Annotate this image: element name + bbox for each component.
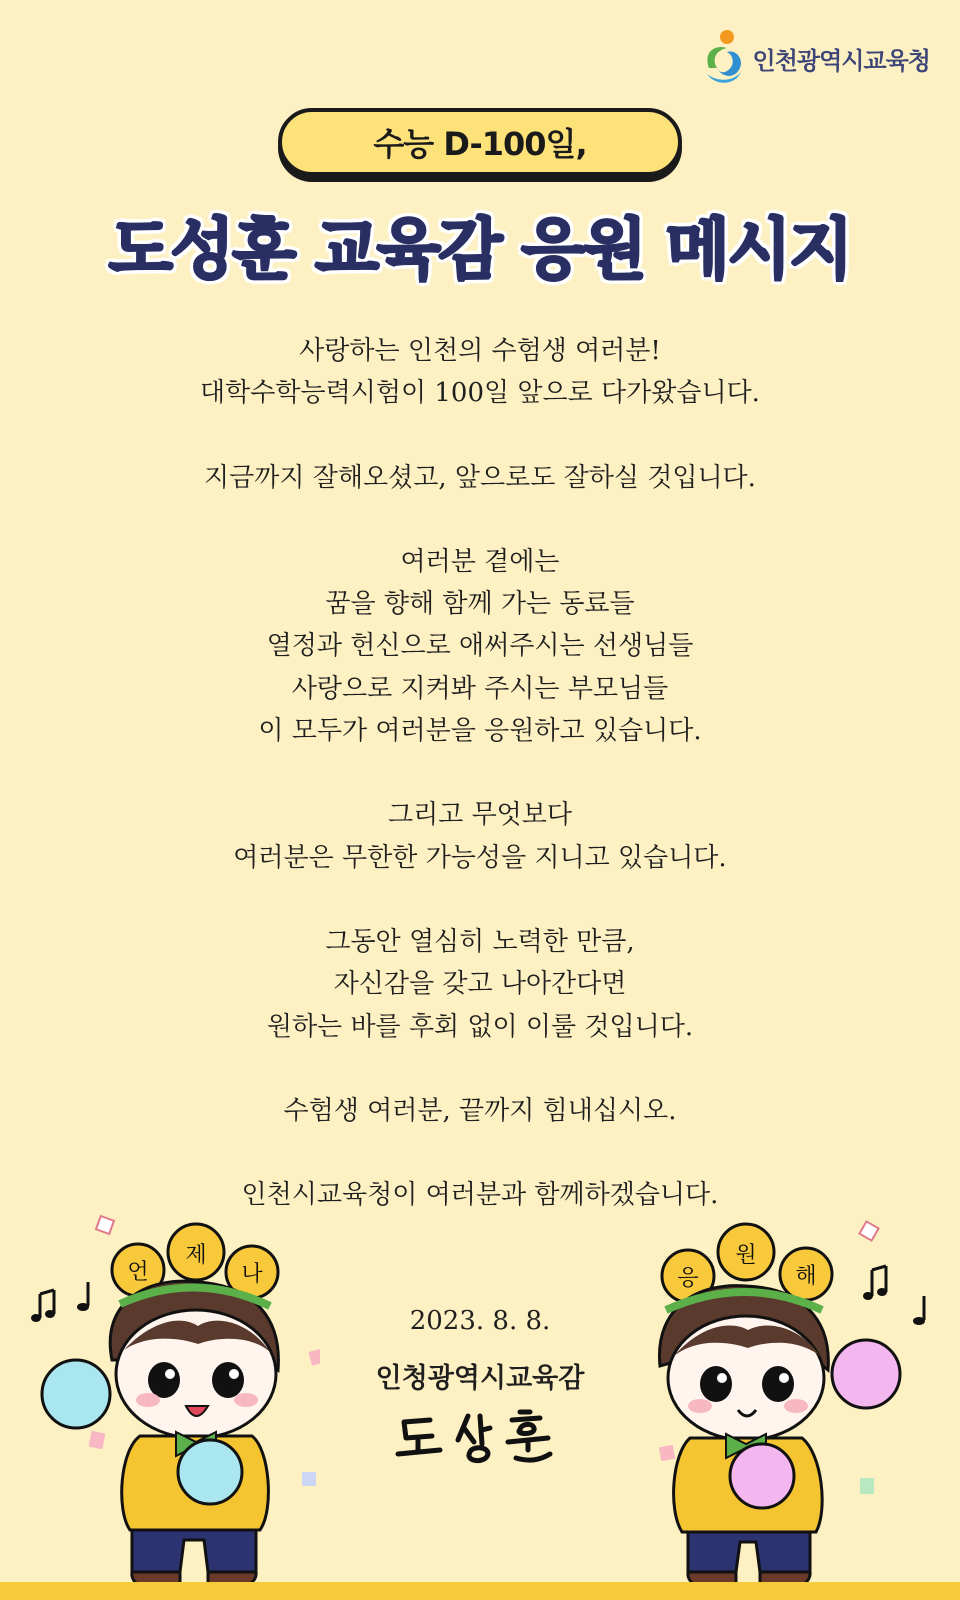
pompom bbox=[178, 1440, 242, 1504]
balloon-label: 응 bbox=[677, 1266, 699, 1291]
message-paragraph bbox=[0, 794, 960, 879]
message-paragraph bbox=[0, 921, 960, 1048]
confetti bbox=[308, 1348, 320, 1365]
balloon-label: 언 bbox=[127, 1260, 149, 1285]
message-line: 열정과 헌신으로 애써주시는 선생님들 bbox=[266, 631, 694, 662]
message-line: 그리고 무엇보다 bbox=[387, 800, 573, 831]
message-line: 자신감을 갖고 나아간다면 bbox=[333, 969, 627, 1000]
confetti bbox=[96, 1216, 114, 1234]
bottom-bar bbox=[0, 1582, 960, 1600]
message-line: 그동안 열심히 노력한 만큼, bbox=[325, 926, 635, 957]
confetti bbox=[89, 1431, 106, 1449]
message-line: 꿈을 향해 함께 가는 동료들 bbox=[325, 589, 635, 620]
confetti bbox=[859, 1221, 878, 1240]
message-line: 지금까지 잘해오셨고, 앞으로도 잘하실 것입니다. bbox=[204, 462, 756, 493]
message-line: 사랑하는 인천의 수험생 여러분! bbox=[299, 336, 661, 366]
left-mascot bbox=[20, 1210, 320, 1600]
balloon-label: 해 bbox=[795, 1264, 817, 1289]
sender-office: 인청광역시교육감 bbox=[375, 1363, 585, 1394]
pompom bbox=[730, 1444, 794, 1508]
message-line: 인천시교육청이 여러분과 함께하겠습니다. bbox=[241, 1180, 719, 1211]
message-line: 수험생 여러분, 끝까지 힘내십시오. bbox=[283, 1095, 677, 1126]
organization-name: 인천광역시교육청 bbox=[752, 46, 930, 75]
message-paragraph bbox=[0, 1090, 960, 1132]
incheon-education-logo-icon bbox=[701, 28, 745, 88]
message-date: 2023. 8. 8. bbox=[409, 1306, 551, 1336]
balloon-label: 원 bbox=[735, 1243, 757, 1268]
signature bbox=[390, 1402, 570, 1472]
message-paragraph bbox=[0, 330, 960, 415]
music-note-icon bbox=[31, 1282, 89, 1322]
message-line: 이 모두가 여러분을 응원하고 있습니다. bbox=[258, 716, 702, 747]
music-note-icon bbox=[863, 1266, 925, 1325]
message-line: 원하는 바를 후회 없이 이룰 것입니다. bbox=[266, 1011, 694, 1042]
message-paragraph bbox=[0, 541, 960, 752]
dday-text: 수능 D-100일, bbox=[373, 125, 587, 163]
balloon-label: 나 bbox=[241, 1262, 263, 1287]
dday-pill bbox=[278, 108, 682, 176]
pompom bbox=[832, 1340, 900, 1408]
confetti bbox=[659, 1445, 675, 1461]
message-body bbox=[0, 330, 960, 1216]
organization-logo bbox=[701, 28, 930, 88]
message-line: 여러분은 무한한 가능성을 지니고 있습니다. bbox=[233, 842, 727, 873]
message-paragraph bbox=[0, 457, 960, 499]
balloon-label: 제 bbox=[185, 1243, 207, 1268]
message-line: 사랑으로 지켜봐 주시는 부모님들 bbox=[291, 673, 669, 704]
page-title: 도성훈 교육감 응원 메시지 bbox=[108, 211, 852, 288]
pompom bbox=[42, 1360, 110, 1428]
message-line: 여러분 곁에는 bbox=[400, 546, 560, 577]
right-mascot bbox=[650, 1210, 950, 1600]
confetti bbox=[302, 1472, 316, 1486]
confetti bbox=[860, 1478, 874, 1494]
message-line: 대학수학능력시험이 100일 앞으로 다가왔습니다. bbox=[200, 378, 760, 409]
